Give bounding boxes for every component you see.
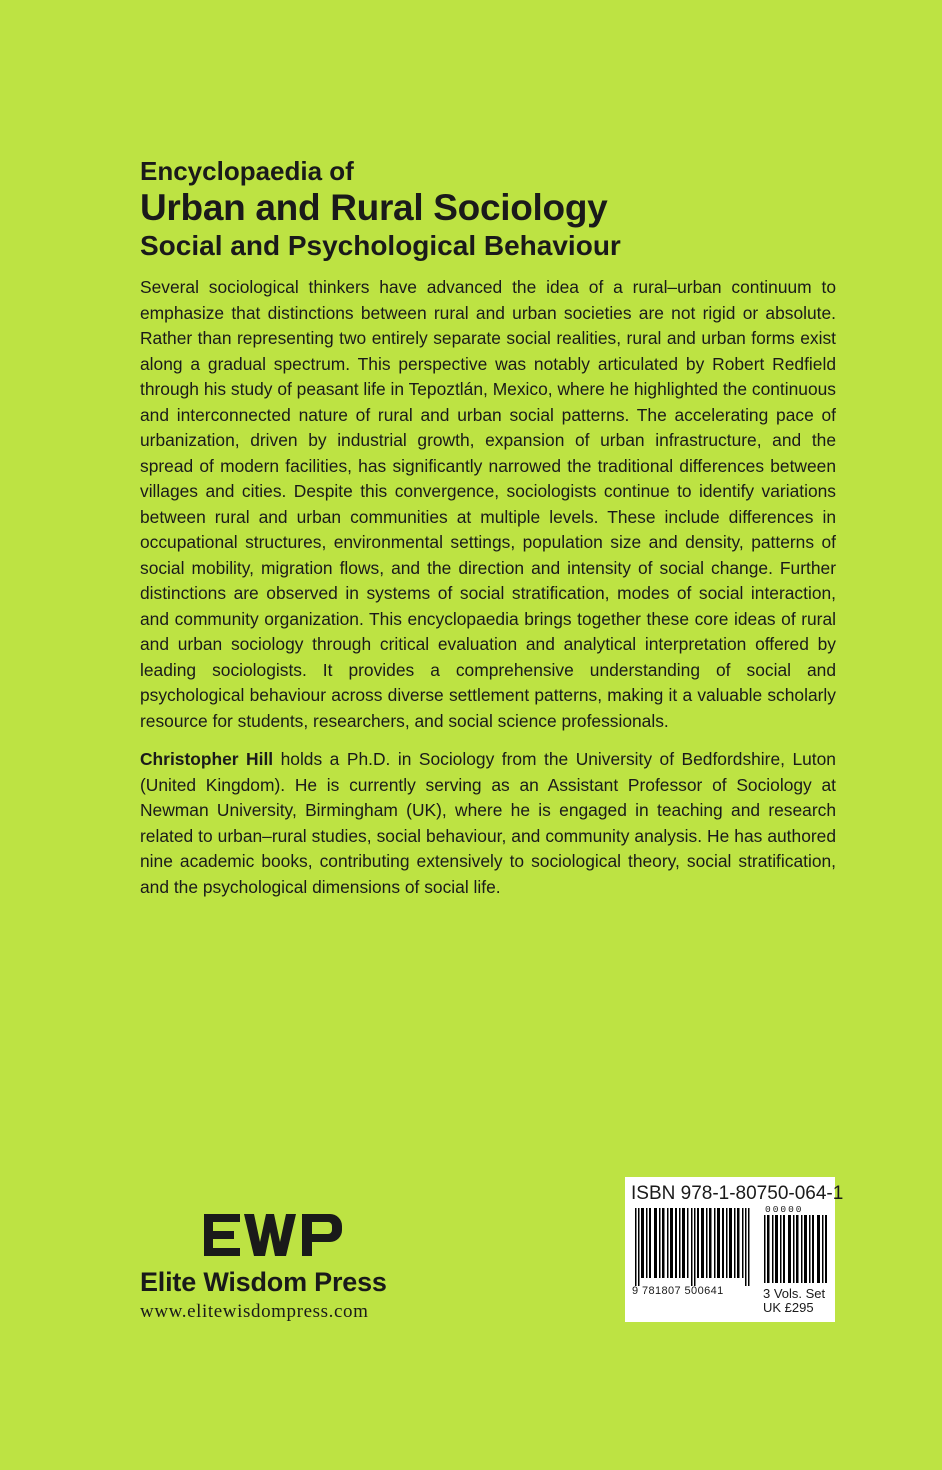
ean-barcode-icon	[631, 1208, 761, 1286]
publisher-url[interactable]: www.elitewisdompress.com	[140, 1301, 369, 1322]
author-bio-text: holds a Ph.D. in Sociology from the University of Bedfordshire, Luton (United Kingdom). He is currently serving as an Assistant Professor of Sociology at Newman University, Birmingham (UK), where he is engaged in teaching and research related to urban–rural studies, social behaviour, and community analysis. He has authored nine academic books, contributing extensively to sociological theory, social stratification, and the psychological dimensions of social life.	[140, 749, 836, 897]
ewp-logo-icon	[204, 1210, 344, 1260]
back-cover-content	[140, 155, 836, 900]
book-title: Urban and Rural Sociology	[140, 187, 608, 228]
price-label: UK £295	[763, 1300, 814, 1315]
author-name: Christopher Hill	[140, 749, 274, 769]
addon-digits: 00000	[765, 1204, 804, 1215]
isbn-label: ISBN 978-1-80750-064-1	[631, 1183, 844, 1204]
book-description: Several sociological thinkers have advanced the idea of a rural–urban continuum to emphasize that distinctions between rural and urban societies are not rigid or absolute. Rather than representing two entirely separate social realities, rural and urban forms exist along a gradual spectrum. This perspective was notably articulated by Robert Redfield through his study of peasant life in Tepoztlán, Mexico, where he highlighted the continuous and interconnected nature of rural and urban social patterns. The accelerating pace of urbanization, driven by industrial growth, expansion of urban infrastructure, and the spread of modern facilities, has significantly narrowed the traditional differences between villages and cities. Despite this convergence, sociologists continue to identify variations between rural and urban communities at multiple levels. These include differences in occupational structures, environmental settings, population size and density, patterns of social mobility, migration flows, and the direction and intensity of social change. Further distinctions are observed in systems of social stratification, modes of social interaction, and community organization. This encyclopaedia brings together these core ideas of rural and urban sociology through critical evaluation and analytical interpretation offered by leading sociologists. It provides a comprehensive understanding of social and psychological behaviour across diverse settlement patterns, making it a valuable scholarly resource for students, researchers, and social science professionals.	[140, 277, 836, 731]
publisher-logo	[140, 1210, 410, 1324]
author-bio	[140, 747, 836, 900]
publisher-name: Elite Wisdom Press	[140, 1267, 387, 1297]
ean-digits: 9 781807 500641	[632, 1285, 724, 1297]
addon-barcode-icon	[763, 1215, 829, 1283]
set-info: 3 Vols. Set	[763, 1286, 826, 1301]
series-title: Encyclopaedia of	[140, 156, 354, 186]
book-subtitle: Social and Psychological Behaviour	[140, 230, 621, 261]
barcode-box	[625, 1177, 844, 1322]
